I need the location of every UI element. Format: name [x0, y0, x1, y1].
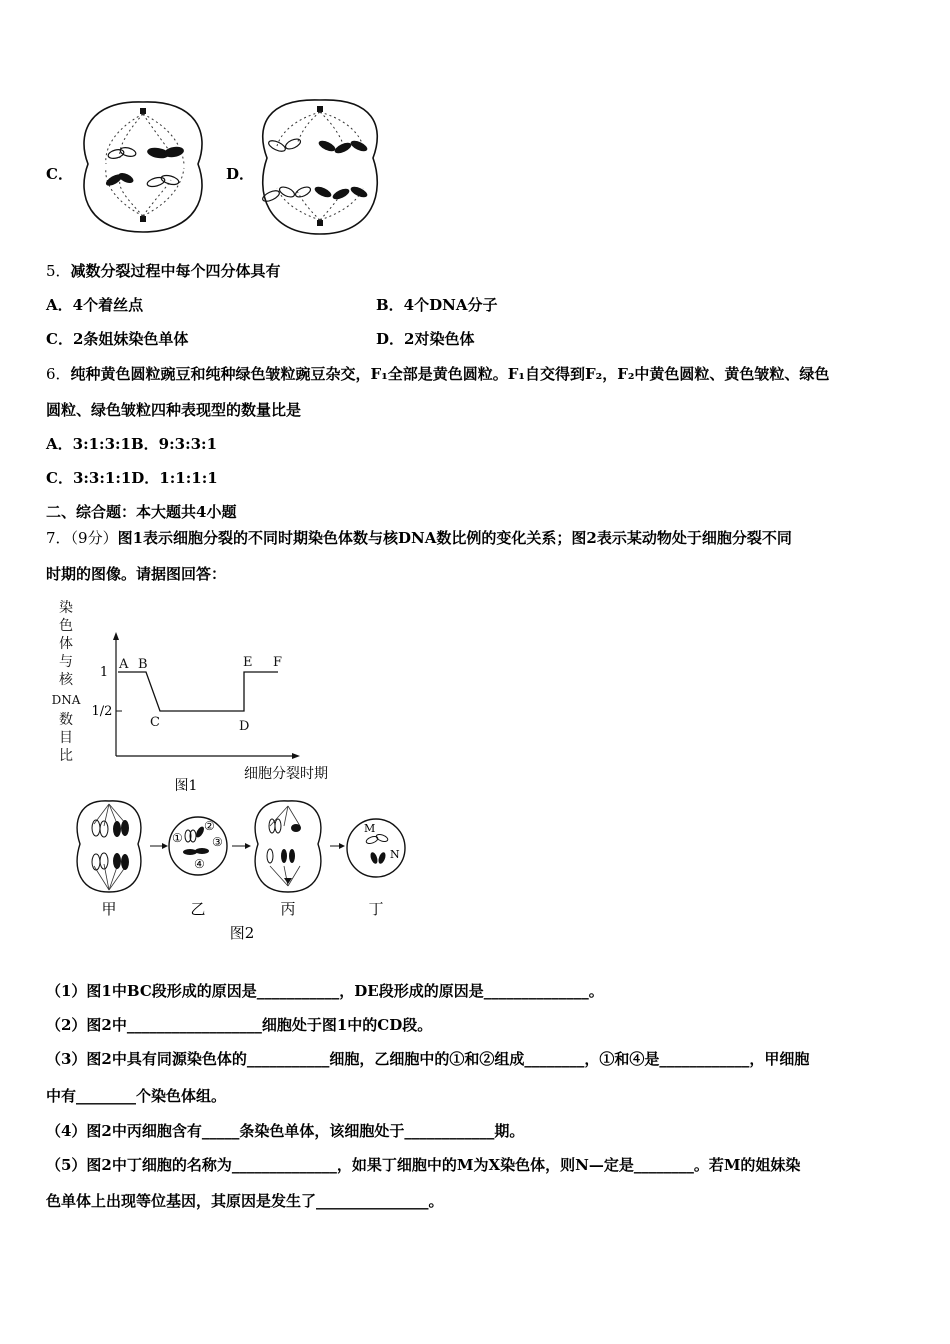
option-d-label: D．: [226, 165, 255, 183]
gene-n-label: N: [390, 848, 400, 861]
figure-2-cells: [72, 796, 422, 946]
y-axis-arrow: [113, 632, 119, 640]
cell-jia-label: 甲: [101, 900, 117, 918]
option-c-label: C．: [46, 165, 73, 183]
q7-sub4: （4）图2中丙细胞含有_____条染色单体，该细胞处于____________期。: [46, 1122, 525, 1140]
ylabel-char: 数: [59, 712, 73, 728]
q7-sub5-line1: （5）图2中丁细胞的名称为______________，如果丁细胞中的M为X染色体，则N—定是________。若M的姐妹染: [46, 1156, 801, 1174]
q5-number: 5．: [46, 262, 71, 280]
ylabel-char: 体: [59, 636, 73, 652]
y-tick-1: 1: [99, 665, 109, 680]
q6-line1: [46, 363, 829, 384]
figure-2-caption: 图2: [229, 924, 255, 942]
x-axis-arrow: [292, 753, 300, 759]
q7-sub1: （1）图1中BC段形成的原因是___________，DE段形成的原因是______________。: [46, 982, 604, 1000]
point-e-label: E: [243, 655, 253, 670]
section-2-title: 二、综合题：本大题共4小题: [46, 503, 237, 521]
q7-number: 7．: [46, 529, 71, 547]
q5-option-d[interactable]: D．2对染色体: [376, 330, 475, 348]
ratio-curve: [118, 672, 278, 711]
ylabel-char: DNA: [51, 693, 81, 707]
q6-number: 6．: [46, 365, 71, 383]
cell-ding: [347, 819, 405, 877]
y-tick-half: 1/2: [91, 704, 113, 719]
ylabel-char: 核: [59, 672, 73, 688]
figure-1-graph: [46, 598, 346, 798]
ylabel-char: 染: [59, 600, 73, 616]
q5-stem: [46, 260, 281, 281]
q6-text-line2: 圆粒、绿色皱粒四种表现型的数量比是: [46, 401, 302, 419]
q7-sub2: （2）图2中__________________细胞处于图1中的CD段。: [46, 1016, 433, 1034]
point-a-label: A: [119, 657, 129, 672]
q5-option-b[interactable]: B．4个DNA分子: [376, 296, 498, 314]
mark-3: ③: [212, 835, 223, 849]
q5-option-c[interactable]: C．2条姐妹染色单体: [46, 330, 189, 348]
cell-bing: [255, 801, 321, 892]
point-b-label: B: [138, 657, 148, 672]
q6-text-line1: 纯种黄色圆粒豌豆和纯种绿色皱粒豌豆杂交，F₁全部是黄色圆粒。F₁自交得到F₂，F₂中黄色圆粒、黄色皱粒、绿色: [70, 365, 830, 383]
q5-text: 减数分裂过程中每个四分体具有: [70, 262, 281, 280]
ylabel-char: 色: [59, 618, 73, 634]
q7-sub5-line2: 色单体上出现等位基因，其原因是发生了_______________。: [46, 1192, 444, 1210]
cell-yi-label: 乙: [190, 900, 206, 918]
cell-jia: [77, 801, 141, 892]
q7-text-line1: 图1表示细胞分裂的不同时期染色体数与核DNA数比例的变化关系；图2表示某动物处于细胞分裂不同: [117, 529, 792, 547]
option-d-cell-diagram: [255, 96, 385, 238]
point-f-label: F: [273, 655, 283, 670]
cell-yi: [169, 817, 227, 875]
ylabel-char: 与: [59, 654, 73, 670]
mark-4: ④: [194, 857, 205, 871]
q6-options-ab[interactable]: A．3:1:3:1B．9:3:3:1: [46, 435, 218, 453]
q7-score: （9分）: [70, 529, 118, 547]
figure-1-caption: 图1: [174, 778, 198, 794]
mark-1: ①: [172, 831, 183, 845]
q5-option-a[interactable]: A．4个着丝点: [46, 296, 144, 314]
point-d-label: D: [239, 719, 250, 734]
cell-bing-label: 丙: [280, 900, 296, 918]
q6-options-cd[interactable]: C．3:3:1:1D．1:1:1:1: [46, 469, 218, 487]
ylabel-char: 比: [59, 748, 73, 764]
gene-m-label: M: [364, 822, 376, 835]
q7-sub3-line1: （3）图2中具有同源染色体的___________细胞，乙细胞中的①和②组成________，①和④是____________，甲细胞: [46, 1050, 810, 1068]
q7-line1: [46, 527, 792, 548]
cell-ding-label: 丁: [368, 900, 384, 918]
q7-text-line2: 时期的图像。请据图回答：: [46, 565, 227, 583]
option-c-cell-diagram: [76, 98, 211, 236]
q7-sub3-line2: 中有________个染色体组。: [46, 1087, 227, 1105]
point-c-label: C: [150, 715, 160, 730]
mark-2: ②: [204, 819, 215, 833]
ylabel-char: 目: [59, 730, 73, 746]
x-axis-label: 细胞分裂时期: [244, 766, 328, 782]
